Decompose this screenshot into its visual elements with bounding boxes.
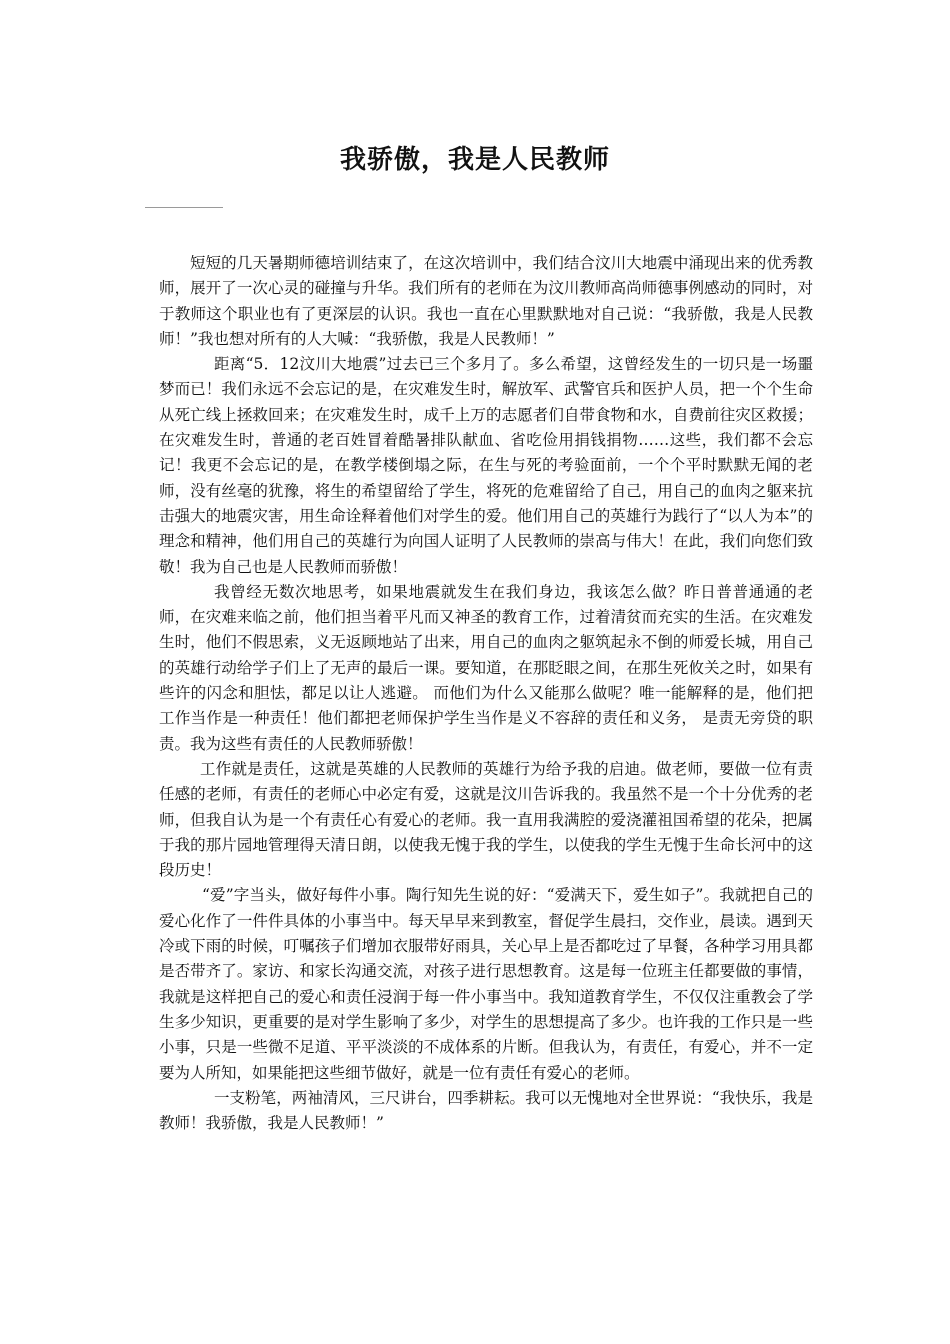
document-body — [159, 251, 813, 1136]
document-title: 我骄傲，我是人民教师 — [339, 145, 610, 175]
paragraph-3: 我曾经无数次地思考，如果地震就发生在我们身边，我该怎么做？昨日普普通通的老师，在灾难来临之前，他们担当着平凡而又神圣的教育工作，过着清贫而充实的生活。在灾难发生时，他们不假思索，义无返顾地站了出来，用自己的血肉之躯筑起永不倒的师爱长城，用自己的英雄行动给学子们上了无声的最后一课。要知道，在那眨眼之间，在那生死攸关之时，如果有些许的闪念和胆怯，都足以让人逃避。 而他们为什么又能那么做呢？唯一能解释的是，他们把工作当作是一种责任！他们都把老师保护学生当作是义不容辞的责任和义务， 是责无旁贷的职责。我为这些有责任的人民教师骄傲！ — [159, 582, 813, 753]
paragraph-1: 短短的几天暑期师德培训结束了，在这次培训中，我们结合汶川大地震中涌现出来的优秀教师，展开了一次心灵的碰撞与升华。我们所有的老师在为汶川教师高尚师德事例感动的同时，对于教师这个职业也有了更深层的认识。我也一直在心里默默地对自己说：“我骄傲，我是人民教师！”我也想对所有的人大喊：“我骄傲，我是人民教师！” — [159, 254, 813, 348]
paragraph-4: 工作就是责任，这就是英雄的人民教师的英雄行为给予我的启迪。做老师，要做一位有责任感的老师，有责任的老师心中必定有爱，这就是汶川告诉我的。我虽然不是一个十分优秀的老师，但我自认为是一个有责任心有爱心的老师。我一直用我满腔的爱浇灌祖国希望的花朵，把属于我的那片园地管理得天清日朗，以使我无愧于我的学生，以使我的学生无愧于生命长河中的这段历史！ — [159, 759, 813, 880]
paragraph-6: 一支粉笔，两袖清风，三尺讲台，四季耕耘。我可以无愧地对全世界说：“我快乐，我是教师！我骄傲，我是人民教师！” — [159, 1088, 813, 1133]
paragraph-5: “爱”字当头，做好每件小事。陶行知先生说的好：“爱满天下，爱生如子”。我就把自己的爱心化作了一件件具体的小事当中。每天早早来到教室，督促学生晨扫，交作业，晨读。遇到天冷或下雨的时候，叮嘱孩子们增加衣服带好雨具，关心早上是否都吃过了早餐，各种学习用具都是否带齐了。家访、和家长沟通交流，对孩子进行思想教育。这是每一位班主任都要做的事情，我就是这样把自己的爱心和责任浸润于每一件小事当中。我知道教育学生，不仅仅注重教会了学生多少知识，更重要的是对学生影响了多少，对学生的思想提高了多少。也许我的工作只是一些小事，只是一些微不足道、平平淡淡的不成体系的片断。但我认为，有责任，有爱心，并不一定要为人所知，如果能把这些细节做好，就是一位有责任有爱心的老师。 — [159, 886, 813, 1082]
paragraph-2: 距离“5．12汶川大地震”过去已三个多月了。多么希望，这曾经发生的一切只是一场噩梦而已！我们永远不会忘记的是，在灾难发生时，解放军、武警官兵和医护人员，把一个个生命从死亡线上拯救回来；在灾难发生时，成千上万的志愿者们自带食物和水，自费前往灾区救援；在灾难发生时，普通的老百姓冒着酷暑排队献血、省吃俭用捐钱捐物……这些，我们都不会忘记！我更不会忘记的是，在教学楼倒塌之际，在生与死的考验面前，一个个平时默默无闻的老师，没有丝毫的犹豫，将生的希望留给了学生，将死的危难留给了自己，用自己的血肉之躯来抗击强大的地震灾害，用生命诠释着他们对学生的爱。他们用自己的英雄行为践行了“以人为本”的理念和精神，他们用自己的英雄行为向国人证明了人民教师的崇高与伟大！在此，我们向您们致敬！我为自己也是人民教师而骄傲！ — [159, 355, 813, 576]
title-divider — [145, 207, 223, 208]
